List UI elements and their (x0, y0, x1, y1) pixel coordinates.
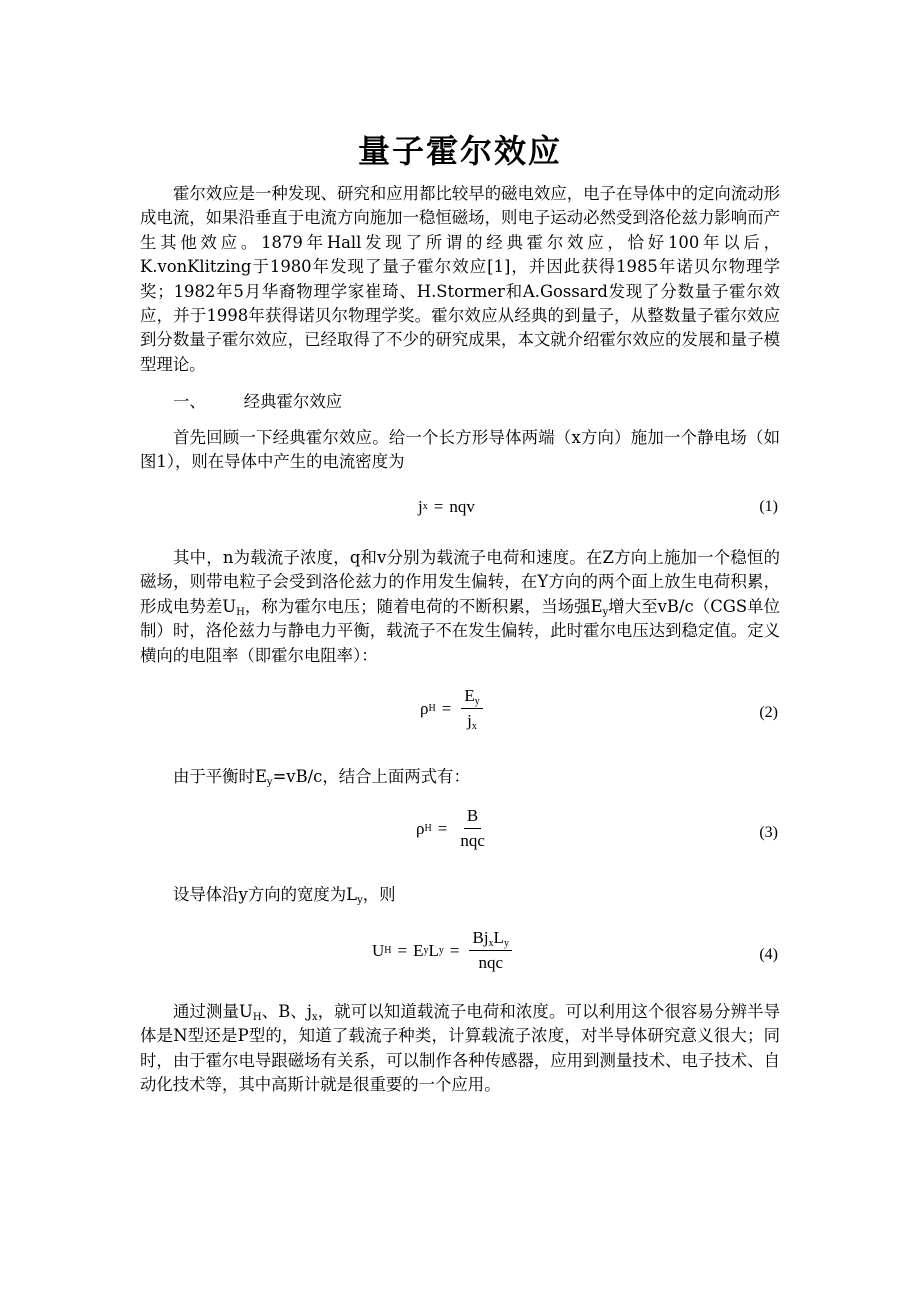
equation-4-number: (4) (759, 946, 778, 963)
equation-1-number: (1) (759, 498, 778, 515)
fraction: $\frac{Bj_xL_y}{\text{nqc}}$ (469, 928, 511, 973)
equation-1 (140, 495, 780, 521)
fraction: $\frac{E_y}{j_x}$ (461, 686, 482, 731)
equation-4 (140, 928, 780, 982)
equation-1-formula: j x = nqv (418, 497, 475, 516)
paragraph-5: 通过测量$U_H$、B、$j_x$，就可以知道载流子电荷和浓度。可以利用这个很容易分辨半导体是N型还是P型的，知道了载流子种类，计算载流子浓度，对半导体研究意义很大；同时，由于霍尔电导跟磁场有关系，可以制作各种传感器，应用到测量技术、电子技术、自动化技术等，其中高斯计就是很重要的一个应用。 (140, 1002, 780, 1095)
paragraph-2: 其中，n为载流子浓度，q和v分别为载流子电荷和速度。在Z方向上施加一个稳恒的磁场，则带电粒子会受到洛伦兹力的作用发生偏转，在Y方向的两个面上放生电荷积累，形成电势差$U_H$，称为霍尔电压；随着电荷的不断积累，当场强$E_y$增大至vB/c（CGS单位制）时，洛伦兹力与静电力平衡，载流子不在发生偏转，此时霍尔电压达到稳定值。定义横向的电阻率（即霍尔电阻率）： (140, 548, 780, 665)
page-title: 量子霍尔效应 (357, 132, 562, 170)
paragraph-1: 首先回顾一下经典霍尔效应。给一个长方形导体两端（x方向）施加一个静电场（如图1），则在导体中产生的电流密度为 (140, 428, 780, 472)
paragraph-3: 由于平衡时$E_y=vB/c$，结合上面两式有： (173, 767, 470, 788)
equation-2-number: (2) (759, 704, 778, 721)
equation-3-formula: ρ H = $\frac{B}{\text{nqc}}$ (416, 806, 492, 851)
equation-2 (140, 686, 780, 740)
section-number: 一、 (173, 392, 206, 411)
section-heading (173, 390, 342, 414)
section-title: 经典霍尔效应 (243, 392, 343, 411)
intro-paragraph: 霍尔效应是一种发现、研究和应用都比较早的磁电效应，电子在导体中的定向流动形成电流，如果沿垂直于电流方向施加一稳恒磁场，则电子运动必然受到洛伦兹力影响而产生其他效应。1879年Hall发现了所谓的经典霍尔效应，恰好100年以后，K.vonKlitzing于1980年发现了量子霍尔效应[1]，并因此获得1985年诺贝尔物理学奖；1982年5月华裔物理学家崔琦、H.Stormer和A.Gossard发现了分数量子霍尔效应，并于1998年获得诺贝尔物理学奖。霍尔效应从经典的到量子，从整数量子霍尔效应到分数量子霍尔效应，已经取得了不少的研究成果，本文就介绍霍尔效应的发展和量子模型理论。 (140, 184, 780, 374)
equation-3-number: (3) (759, 824, 778, 841)
equation-2-formula: ρ H = $\frac{E_y}{j_x}$ (420, 686, 487, 731)
fraction: $\frac{B}{\text{nqc}}$ (460, 806, 485, 850)
equation-4-formula: U H = E y L y = $\frac{Bj_xL_y}{\text{nqc}}$ (372, 928, 516, 973)
paragraph-4: 设导体沿y方向的宽度为$L_y$，则 (173, 885, 396, 906)
equation-3 (140, 806, 780, 860)
